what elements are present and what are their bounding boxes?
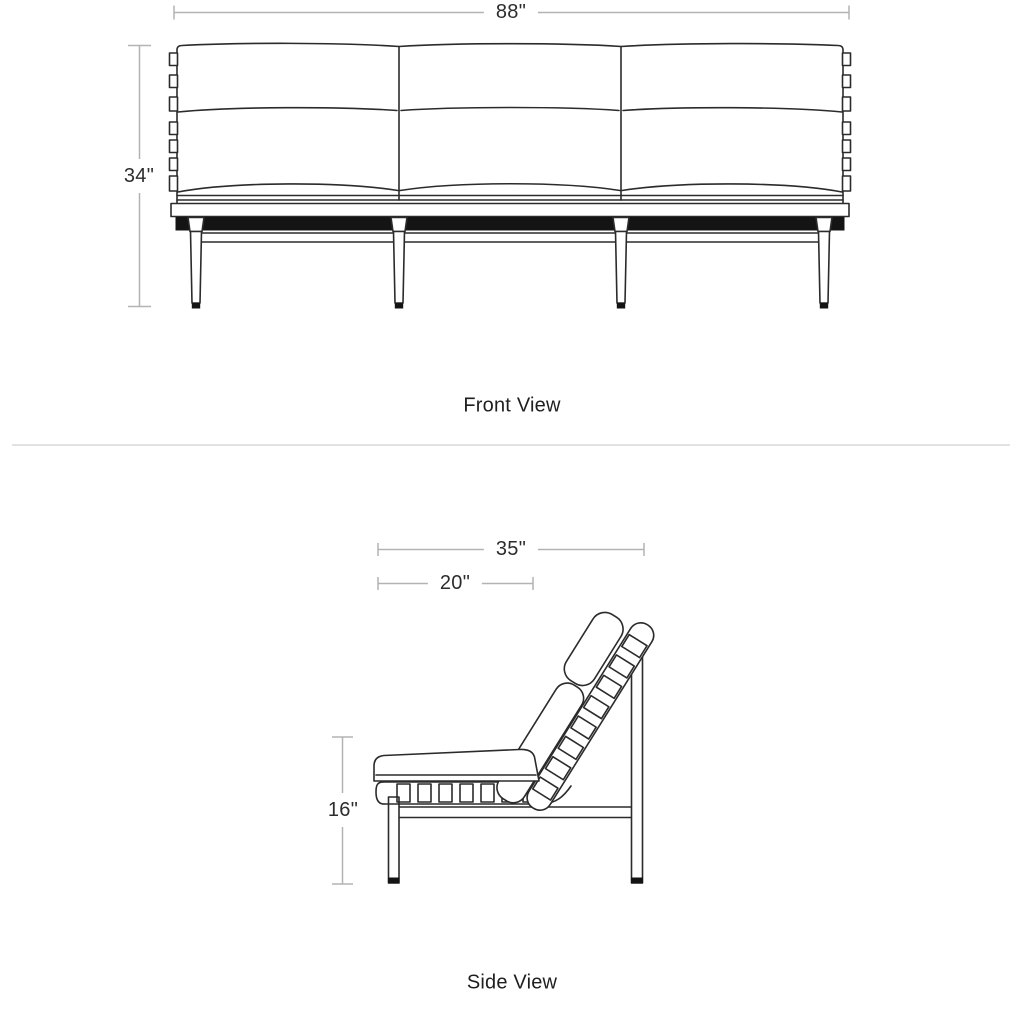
side-view-label: Side View [466, 971, 558, 994]
chair-profile [374, 599, 658, 884]
sofa-front-drawing [0, 0, 1024, 445]
rear-post [632, 646, 643, 884]
sofa-side-drawing [0, 445, 1024, 1024]
seat-frame-band [171, 204, 849, 217]
side-depth-dimension-label: 35" [484, 537, 538, 561]
seat-front-edge [177, 196, 843, 201]
front-width-dimension-label: 88" [484, 0, 538, 24]
front-leg [389, 797, 400, 883]
leg [613, 218, 629, 309]
sofa-frame-bar [176, 217, 845, 231]
seat-cushion [374, 749, 539, 781]
side-seat-depth-dimension-label: 20" [428, 571, 482, 595]
leg [188, 218, 204, 309]
front-view-label: Front View [463, 394, 561, 417]
seat-cushion-seam [178, 184, 842, 192]
back-cushion-seam [178, 108, 842, 113]
front-foot [388, 878, 400, 884]
side-seat-height-dimension-label: 16" [323, 793, 363, 827]
leg [816, 218, 832, 309]
front-height-dimension-label: 34" [119, 159, 159, 193]
stretcher-bar [196, 233, 825, 242]
rear-foot [631, 878, 643, 884]
stretcher [394, 807, 638, 818]
leg [391, 218, 407, 309]
sofa-legs [188, 218, 832, 309]
sofa-body [177, 43, 843, 203]
